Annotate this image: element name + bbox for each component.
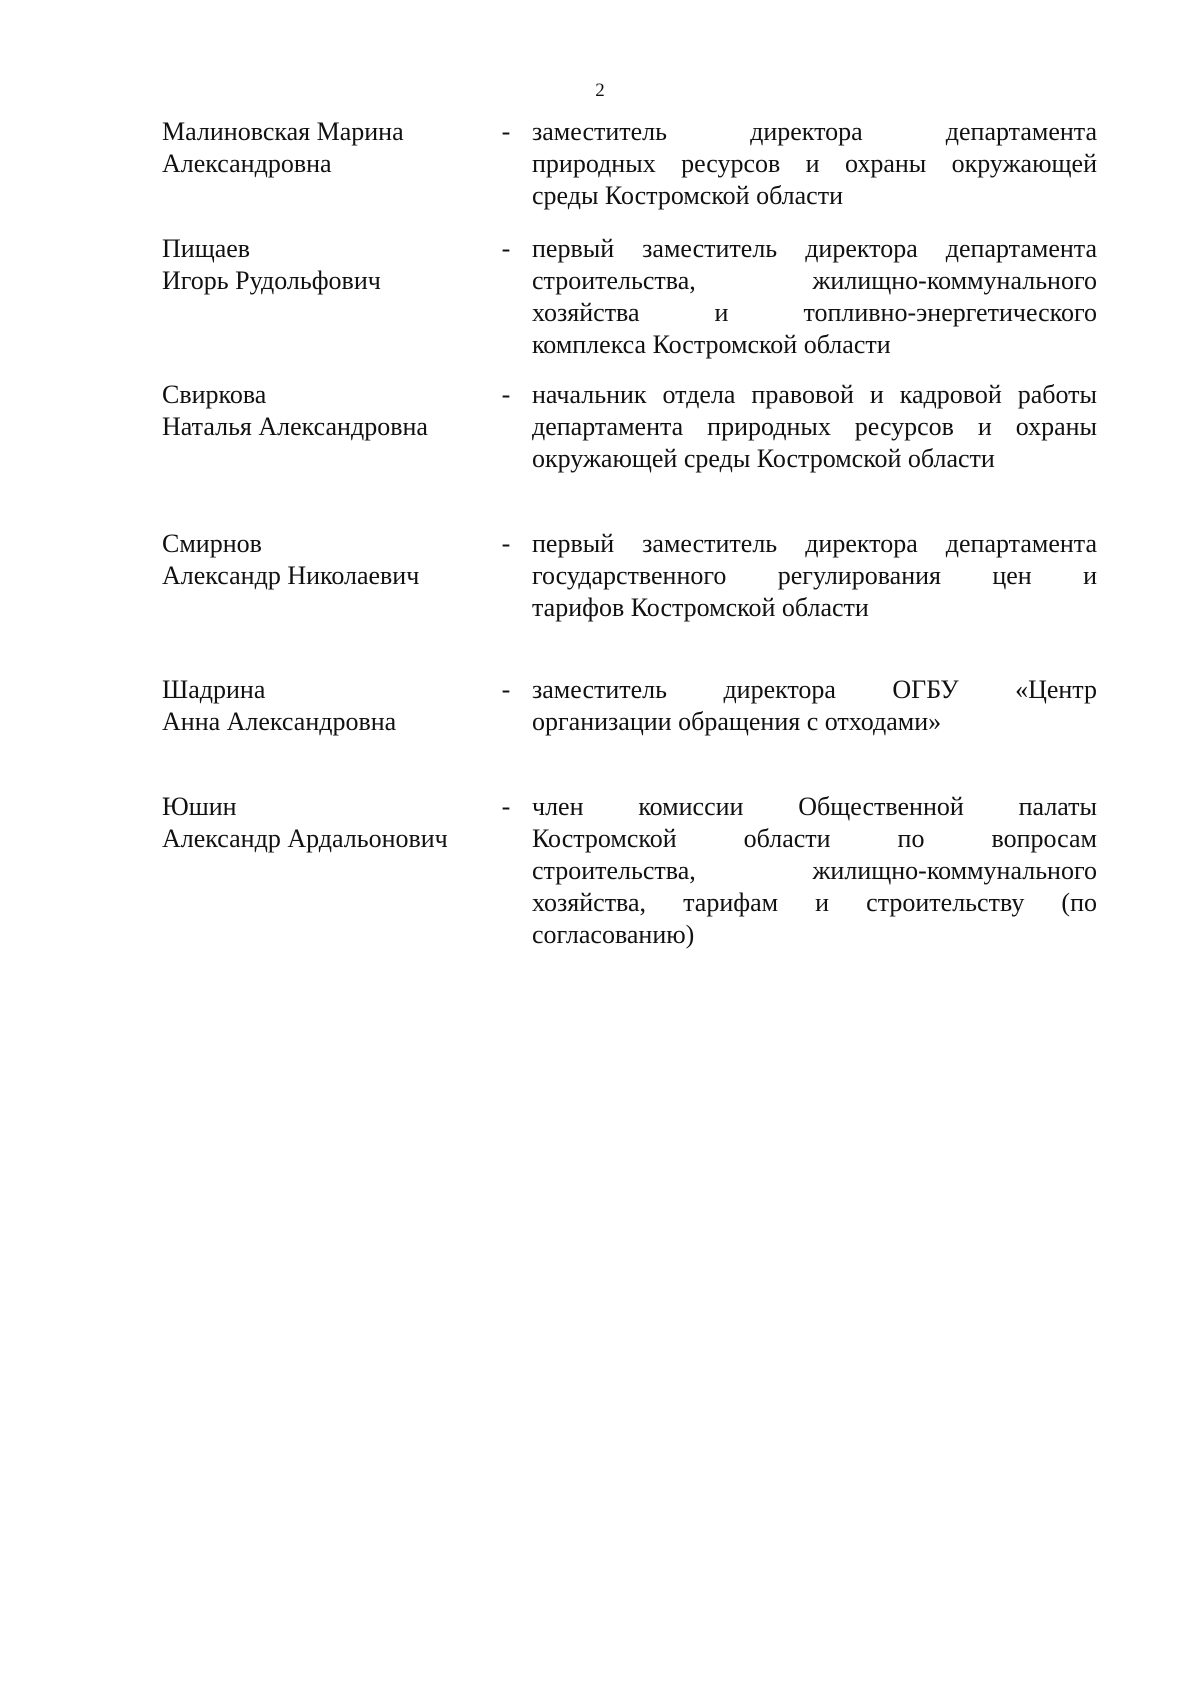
member-given-name-line: Наталья Александровна bbox=[162, 412, 428, 441]
position-line: член комиссии Общественной палаты bbox=[532, 792, 1097, 821]
position-line: среды Костромской области bbox=[532, 181, 843, 210]
member-surname-line: Свиркова bbox=[162, 380, 267, 409]
member-name bbox=[162, 791, 502, 855]
member-surname-line: Смирнов bbox=[162, 529, 262, 558]
member-name bbox=[162, 674, 502, 738]
position-line: первый заместитель директора департамента bbox=[532, 529, 1097, 558]
member-position bbox=[532, 233, 1097, 361]
member-given-name-line: Анна Александровна bbox=[162, 707, 397, 736]
position-line: заместитель директора департамента bbox=[532, 117, 1097, 146]
position-line: строительства, жилищно-коммунального bbox=[532, 856, 1097, 885]
separator-dash: - bbox=[501, 792, 511, 821]
member-surname-line: Пищаев bbox=[162, 234, 251, 263]
member-name bbox=[162, 233, 502, 297]
position-line: тарифов Костромской области bbox=[532, 593, 869, 622]
member-position bbox=[532, 791, 1097, 951]
position-line: первый заместитель директора департамента bbox=[532, 234, 1097, 263]
separator-dash: - bbox=[501, 117, 511, 146]
member-position bbox=[532, 379, 1097, 475]
member-surname-line: Юшин bbox=[162, 792, 237, 821]
separator-dash: - bbox=[501, 234, 511, 263]
position-line: государственного регулирования цен и bbox=[532, 561, 1097, 590]
member-position bbox=[532, 528, 1097, 624]
member-given-name-line: Игорь Рудольфович bbox=[162, 266, 381, 295]
position-line: хозяйства и топливно-энергетического bbox=[532, 298, 1097, 327]
member-surname-line: Шадрина bbox=[162, 675, 266, 704]
position-line: природных ресурсов и охраны окружающей bbox=[532, 149, 1097, 178]
member-given-name-line: Александр Николаевич bbox=[162, 561, 420, 590]
separator-dash: - bbox=[501, 380, 511, 409]
member-name bbox=[162, 528, 502, 592]
member-position bbox=[532, 674, 1097, 738]
separator-dash: - bbox=[501, 675, 511, 704]
member-given-name-line: Александровна bbox=[162, 149, 332, 178]
member-name bbox=[162, 379, 502, 443]
position-line: окружающей среды Костромской области bbox=[532, 444, 995, 473]
position-line: хозяйства, тарифам и строительству (по bbox=[532, 888, 1097, 917]
position-line: заместитель директора ОГБУ «Центр bbox=[532, 675, 1097, 704]
position-line: организации обращения с отходами» bbox=[532, 707, 942, 736]
position-line: строительства, жилищно-коммунального bbox=[532, 266, 1097, 295]
member-position bbox=[532, 116, 1097, 212]
position-line: начальник отдела правовой и кадровой работы bbox=[532, 380, 1097, 409]
position-line: согласованию) bbox=[532, 920, 695, 949]
position-line: департамента природных ресурсов и охраны bbox=[532, 412, 1097, 441]
member-surname-line: Малиновская Марина bbox=[162, 117, 404, 146]
page-number: 2 bbox=[595, 80, 605, 101]
position-line: комплекса Костромской области bbox=[532, 330, 891, 359]
separator-dash: - bbox=[501, 529, 511, 558]
member-name bbox=[162, 116, 502, 180]
position-line: Костромской области по вопросам bbox=[532, 824, 1097, 853]
member-given-name-line: Александр Ардальонович bbox=[162, 824, 448, 853]
